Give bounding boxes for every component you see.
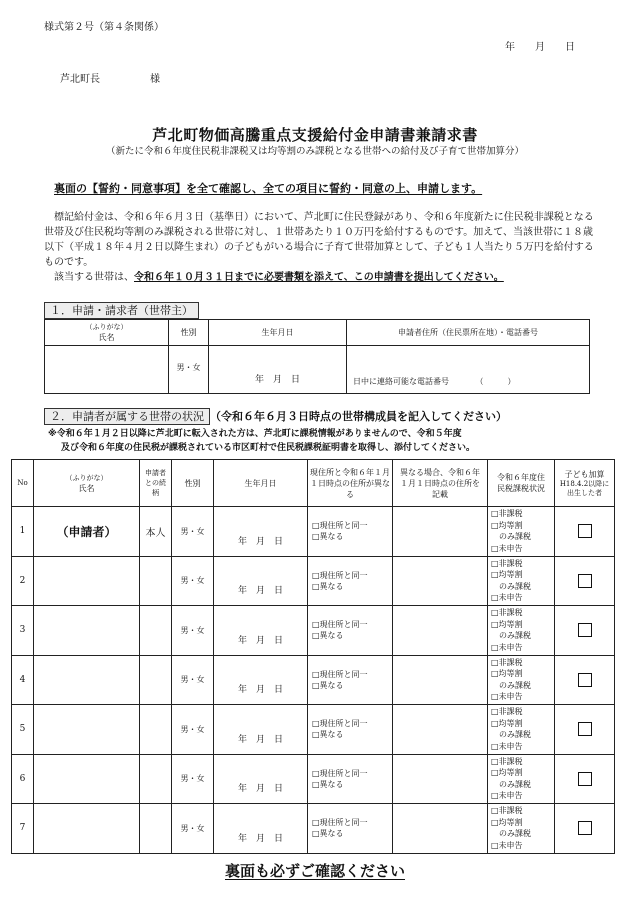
applicant-address-field[interactable] (347, 346, 590, 394)
form-number: 様式第２号（第４条関係） (44, 22, 164, 33)
relation-field[interactable] (140, 606, 172, 656)
address-options[interactable] (308, 507, 393, 557)
table-row (12, 655, 615, 705)
col-tax-status: 令和６年度住民税課税状況 (488, 460, 555, 507)
relation-field[interactable] (140, 754, 172, 804)
prev-address-field[interactable] (393, 606, 488, 656)
child-add-checkbox[interactable] (578, 574, 592, 588)
dob-field[interactable]: 年 月 日 (214, 705, 308, 755)
tax-options[interactable] (488, 804, 555, 854)
opt-unfiled[interactable]: □未申告 (491, 741, 523, 751)
gender-field[interactable]: 男・女 (172, 804, 214, 854)
opt-unfiled[interactable]: □未申告 (491, 642, 523, 652)
opt-different[interactable]: □異なる (312, 581, 344, 591)
row-no: 5 (12, 705, 34, 755)
col-address-diff: 現住所と令和６年１月１日時点の住所が異なる (308, 460, 393, 507)
opt-same[interactable]: □現住所と同一 (312, 818, 368, 828)
child-add-cell (555, 606, 615, 656)
opt-nontax[interactable]: □非課税 (491, 608, 523, 618)
household-table (11, 459, 615, 854)
tax-options[interactable] (488, 754, 555, 804)
opt-nontax[interactable]: □非課税 (491, 707, 523, 717)
page-subtitle: （新たに令和６年度住民税非課税又は均等割のみ課税となる世帯への給付及び子育て世帯加算分） (105, 146, 524, 157)
addressee: 芦北町長 様 (60, 74, 160, 85)
name-header: （ふりがな） 氏名 (45, 320, 169, 346)
opt-different[interactable]: □異なる (312, 730, 344, 740)
opt-unfiled[interactable]: □未申告 (491, 840, 523, 850)
relation-field[interactable] (140, 705, 172, 755)
col-prev-address: 異なる場合、令和６年１月１日時点の住所を記載 (393, 460, 488, 507)
opt-same[interactable]: □現住所と同一 (312, 768, 368, 778)
opt-per-capita-cont: のみ課税 (491, 631, 531, 641)
opt-per-capita-cont: のみ課税 (491, 581, 531, 591)
opt-same[interactable]: □現住所と同一 (312, 521, 368, 531)
page-title: 芦北町物価高騰重点支援給付金申請書兼請求書 (152, 126, 478, 144)
child-add-checkbox[interactable] (578, 524, 592, 538)
child-add-cell (555, 556, 615, 606)
prev-address-field[interactable] (393, 507, 488, 557)
row-no: 3 (12, 606, 34, 656)
dob-field[interactable]: 年 月 日 (214, 754, 308, 804)
row-no: 2 (12, 556, 34, 606)
opt-per-capita-cont: のみ課税 (491, 532, 531, 542)
opt-unfiled[interactable]: □未申告 (491, 593, 523, 603)
member-name-field[interactable] (34, 556, 140, 606)
opt-per-capita[interactable]: □均等割 (491, 619, 523, 629)
opt-per-capita-cont: のみ課税 (491, 829, 531, 839)
opt-different[interactable]: □異なる (312, 680, 344, 690)
tax-options[interactable] (488, 556, 555, 606)
member-name-field[interactable] (34, 655, 140, 705)
table-row (12, 804, 615, 854)
child-add-cell (555, 507, 615, 557)
gender-field[interactable]: 男・女 (172, 754, 214, 804)
table-row (12, 556, 615, 606)
col-no: No (12, 460, 34, 507)
phone-field[interactable]: （ ） (475, 377, 516, 386)
child-add-cell (555, 655, 615, 705)
address-header: 申請者住所（住民票所在地）・電話番号 (347, 320, 590, 346)
child-add-checkbox[interactable] (578, 772, 592, 786)
gender-field[interactable]: 男・女 (172, 655, 214, 705)
address-options[interactable] (308, 754, 393, 804)
opt-nontax[interactable]: □非課税 (491, 657, 523, 667)
col-name: （ふりがな） 氏名 (34, 460, 140, 507)
col-child-add: 子ども加算 H18.4.2以降に出生した者 (555, 460, 615, 507)
applicant-name-field[interactable] (45, 346, 169, 394)
section1-heading: １．申請・請求者（世帯主） (44, 302, 199, 319)
col-relation: 申請者との続柄 (140, 460, 172, 507)
relation-field[interactable] (140, 655, 172, 705)
opt-same[interactable]: □現住所と同一 (312, 620, 368, 630)
opt-per-capita[interactable]: □均等割 (491, 768, 523, 778)
gender-header: 性別 (169, 320, 209, 346)
applicant-gender-field[interactable]: 男・女 (169, 346, 209, 394)
opt-unfiled[interactable]: □未申告 (491, 692, 523, 702)
opt-different[interactable]: □異なる (312, 779, 344, 789)
child-add-checkbox[interactable] (578, 821, 592, 835)
deadline-paragraph (44, 270, 594, 285)
applicant-table (44, 319, 590, 394)
opt-unfiled[interactable]: □未申告 (491, 791, 523, 801)
relation-field[interactable] (140, 556, 172, 606)
gender-field[interactable]: 男・女 (172, 556, 214, 606)
footer-notice: 裏面も必ずご確認ください (224, 862, 405, 880)
prev-address-field[interactable] (393, 754, 488, 804)
member-name-field[interactable] (34, 705, 140, 755)
notice-line-2: 及び令和６年度の住民税が課税されている市区町村で住民税課税証明書を取得し、添付してください。 (61, 443, 476, 453)
tax-options[interactable] (488, 507, 555, 557)
opt-nontax[interactable]: □非課税 (491, 756, 523, 766)
prev-address-field[interactable] (393, 705, 488, 755)
address-options[interactable] (308, 606, 393, 656)
opt-same[interactable]: □現住所と同一 (312, 570, 368, 580)
table-row (12, 754, 615, 804)
dob-field[interactable]: 年 月 日 (214, 655, 308, 705)
applicant-dob-field[interactable]: 年 月 日 (209, 346, 347, 394)
tax-options[interactable] (488, 705, 555, 755)
deadline-lead: 該当する世帯は、 (54, 272, 134, 283)
opt-unfiled[interactable]: □未申告 (491, 543, 523, 553)
dob-field[interactable]: 年 月 日 (214, 606, 308, 656)
row-no: 6 (12, 754, 34, 804)
gender-field[interactable]: 男・女 (172, 705, 214, 755)
tax-options[interactable] (488, 655, 555, 705)
member-name-field[interactable]: （申請者） (34, 507, 140, 557)
opt-same[interactable]: □現住所と同一 (312, 669, 368, 679)
opt-nontax[interactable]: □非課税 (491, 509, 523, 519)
opt-per-capita[interactable]: □均等割 (491, 520, 523, 530)
opt-different[interactable]: □異なる (312, 532, 344, 542)
dob-field[interactable]: 年 月 日 (214, 556, 308, 606)
section2-heading: ２．申請者が属する世帯の状況 （令和６年６月３日時点の世帯構成員を記入してください） (44, 408, 507, 425)
table-row (12, 606, 615, 656)
opt-nontax[interactable]: □非課税 (491, 806, 523, 816)
child-add-cell (555, 705, 615, 755)
submission-date: 年 月 日 (505, 42, 575, 53)
notice-line-1: ※令和６年１月２日以降に芦北町に転入された方は、芦北町に課税情報がありませんので、令和５年度 (48, 429, 462, 439)
col-dob: 生年月日 (214, 460, 308, 507)
opt-different[interactable]: □異なる (312, 631, 344, 641)
table-row (12, 705, 615, 755)
intro-paragraph: 標記給付金は、令和６年６月３日（基準日）において、芦北町に住民登録があり、令和６年度新たに住民税非課税となる世帯及び住民税均等割のみ課税される世帯に対し、１世帯あたり１０万円を給付するものです。加えて、当該世帯に１８歳以下（平成１８年４月２日以降生まれ）の子どもがいる場合に子育て世帯加算として、子ども１人当たり５万円を給付するものです。 (44, 212, 594, 268)
member-name-field[interactable] (34, 754, 140, 804)
opt-per-capita[interactable]: □均等割 (491, 817, 523, 827)
child-add-checkbox[interactable] (578, 722, 592, 736)
table-row (12, 507, 615, 557)
opt-different[interactable]: □異なる (312, 829, 344, 839)
member-name-field[interactable] (34, 606, 140, 656)
prev-address-field[interactable] (393, 804, 488, 854)
member-name-field[interactable] (34, 804, 140, 854)
tax-options[interactable] (488, 606, 555, 656)
opt-per-capita-cont: のみ課税 (491, 680, 531, 690)
opt-per-capita[interactable]: □均等割 (491, 718, 523, 728)
row-no: 7 (12, 804, 34, 854)
prev-address-field[interactable] (393, 556, 488, 606)
dob-field[interactable]: 年 月 日 (214, 804, 308, 854)
deadline-text: 令和６年１０月３１日までに必要書類を添えて、この申請書を提出してください。 (134, 272, 504, 283)
dob-field[interactable]: 年 月 日 (214, 507, 308, 557)
relation-field[interactable]: 本人 (140, 507, 172, 557)
opt-nontax[interactable]: □非課税 (491, 558, 523, 568)
child-add-cell (555, 804, 615, 854)
opt-per-capita-cont: のみ課税 (491, 779, 531, 789)
child-add-cell (555, 754, 615, 804)
row-no: 1 (12, 507, 34, 557)
opt-same[interactable]: □現住所と同一 (312, 719, 368, 729)
phone-label: 日中に連絡可能な電話番号 (353, 377, 449, 386)
dob-header: 生年月日 (209, 320, 347, 346)
gender-field[interactable]: 男・女 (172, 606, 214, 656)
relation-field[interactable] (140, 804, 172, 854)
address-options[interactable] (308, 655, 393, 705)
opt-per-capita[interactable]: □均等割 (491, 669, 523, 679)
opt-per-capita[interactable]: □均等割 (491, 570, 523, 580)
prev-address-field[interactable] (393, 655, 488, 705)
confirm-notice: 裏面の【誓約・同意事項】を全て確認し、全ての項目に誓約・同意の上、申請します。 (54, 182, 483, 195)
gender-field[interactable]: 男・女 (172, 507, 214, 557)
address-options[interactable] (308, 804, 393, 854)
opt-per-capita-cont: のみ課税 (491, 730, 531, 740)
address-options[interactable] (308, 556, 393, 606)
col-gender: 性別 (172, 460, 214, 507)
address-options[interactable] (308, 705, 393, 755)
child-add-checkbox[interactable] (578, 673, 592, 687)
child-add-checkbox[interactable] (578, 623, 592, 637)
row-no: 4 (12, 655, 34, 705)
